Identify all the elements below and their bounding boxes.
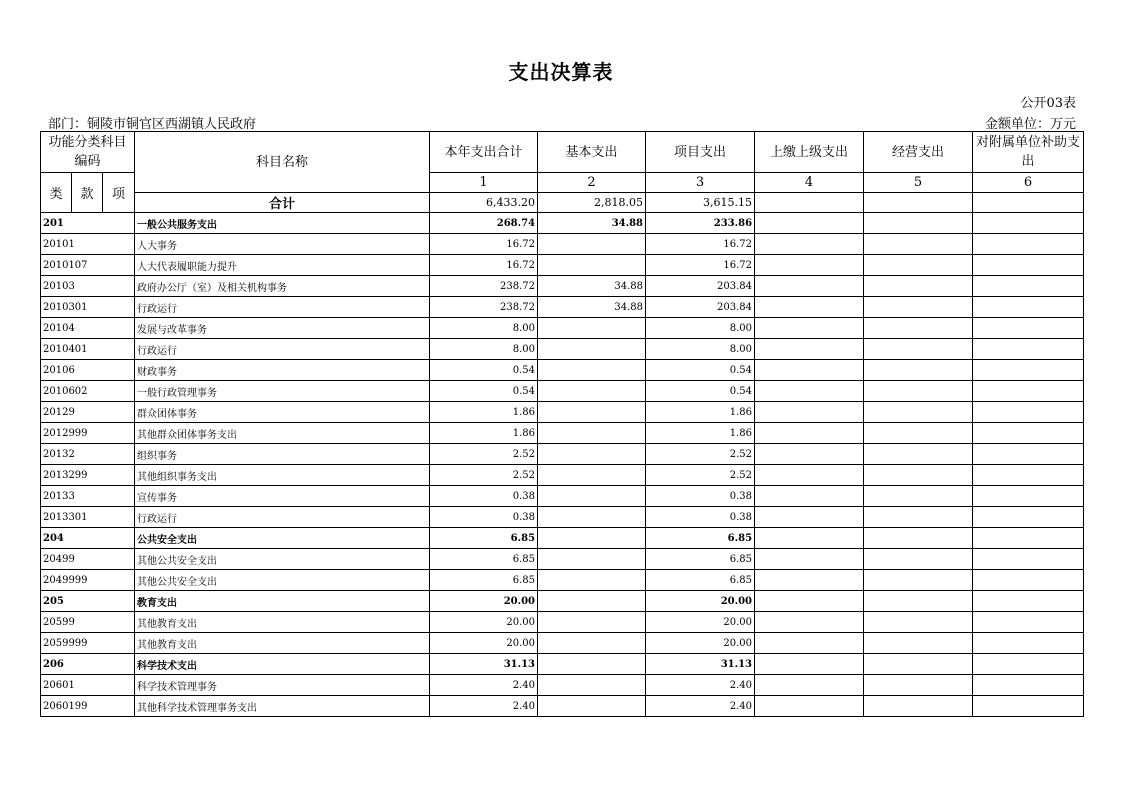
row-item-name: 公共安全支出 — [135, 528, 430, 549]
row-total: 31.13 — [430, 654, 538, 675]
row-business — [864, 255, 973, 276]
header-kuan: 款 — [72, 173, 103, 213]
row-total: 0.54 — [430, 381, 538, 402]
row-item-name: 政府办公厅（室）及相关机构事务 — [135, 276, 430, 297]
row-basic — [538, 381, 646, 402]
row-code: 20129 — [41, 402, 135, 423]
row-basic — [538, 255, 646, 276]
total-amount: 6,433.20 — [430, 193, 538, 213]
row-subsidy — [973, 255, 1084, 276]
row-business — [864, 276, 973, 297]
row-item-name: 行政运行 — [135, 507, 430, 528]
row-total: 6.85 — [430, 528, 538, 549]
row-subsidy — [973, 612, 1084, 633]
row-item-name: 发展与改革事务 — [135, 318, 430, 339]
row-total: 2.52 — [430, 444, 538, 465]
row-total: 2.40 — [430, 696, 538, 717]
row-business — [864, 213, 973, 234]
row-total: 6.85 — [430, 570, 538, 591]
row-project: 16.72 — [646, 234, 755, 255]
row-upper — [755, 549, 864, 570]
table-row — [41, 234, 1084, 255]
row-business — [864, 591, 973, 612]
row-item-name: 人大代表履职能力提升 — [135, 255, 430, 276]
row-subsidy — [973, 381, 1084, 402]
table-row — [41, 465, 1084, 486]
table-row — [41, 612, 1084, 633]
row-code: 20104 — [41, 318, 135, 339]
row-total: 2.52 — [430, 465, 538, 486]
header-subsidy: 对附属单位补助支出 — [973, 132, 1084, 173]
table-row — [41, 423, 1084, 444]
row-upper — [755, 528, 864, 549]
row-business — [864, 318, 973, 339]
row-business — [864, 381, 973, 402]
page-title: 支出决算表 — [508, 60, 614, 84]
row-total: 6.85 — [430, 549, 538, 570]
row-project: 1.86 — [646, 423, 755, 444]
total-business — [864, 193, 973, 213]
row-business — [864, 339, 973, 360]
row-total: 0.38 — [430, 507, 538, 528]
row-item-name: 组织事务 — [135, 444, 430, 465]
row-code: 20599 — [41, 612, 135, 633]
row-total: 16.72 — [430, 234, 538, 255]
table-row — [41, 381, 1084, 402]
row-basic — [538, 591, 646, 612]
header-total: 本年支出合计 — [430, 132, 538, 173]
row-basic — [538, 423, 646, 444]
row-upper — [755, 570, 864, 591]
row-business — [864, 570, 973, 591]
row-code: 20106 — [41, 360, 135, 381]
row-upper — [755, 360, 864, 381]
row-upper — [755, 675, 864, 696]
table-row — [41, 696, 1084, 717]
row-upper — [755, 444, 864, 465]
header-basic: 基本支出 — [538, 132, 646, 173]
total-project: 3,615.15 — [646, 193, 755, 213]
row-upper — [755, 276, 864, 297]
table-row — [41, 507, 1084, 528]
row-business — [864, 507, 973, 528]
row-project: 203.84 — [646, 276, 755, 297]
amount-unit-label: 金额单位：万元 — [984, 117, 1076, 132]
row-subsidy — [973, 549, 1084, 570]
row-project: 1.86 — [646, 402, 755, 423]
row-project: 0.54 — [646, 360, 755, 381]
row-basic — [538, 507, 646, 528]
row-subsidy — [973, 591, 1084, 612]
row-project: 2.52 — [646, 465, 755, 486]
row-total: 238.72 — [430, 297, 538, 318]
row-upper — [755, 654, 864, 675]
row-subsidy — [973, 318, 1084, 339]
header-row — [41, 132, 1084, 173]
row-basic — [538, 318, 646, 339]
row-item-name: 其他群众团体事务支出 — [135, 423, 430, 444]
row-code: 2010401 — [41, 339, 135, 360]
row-code: 20103 — [41, 276, 135, 297]
row-upper — [755, 255, 864, 276]
expenditure-table — [40, 131, 1084, 717]
table-row — [41, 633, 1084, 654]
row-upper — [755, 318, 864, 339]
row-business — [864, 360, 973, 381]
row-basic — [538, 612, 646, 633]
row-project: 16.72 — [646, 255, 755, 276]
header-business: 经营支出 — [864, 132, 973, 173]
col-index-6: 6 — [973, 173, 1084, 193]
row-total: 1.86 — [430, 402, 538, 423]
row-basic — [538, 696, 646, 717]
row-item-name: 行政运行 — [135, 297, 430, 318]
table-row — [41, 570, 1084, 591]
row-basic: 34.88 — [538, 213, 646, 234]
row-subsidy — [973, 675, 1084, 696]
row-code: 20499 — [41, 549, 135, 570]
row-item-name: 人大事务 — [135, 234, 430, 255]
row-business — [864, 654, 973, 675]
row-business — [864, 297, 973, 318]
row-upper — [755, 213, 864, 234]
row-upper — [755, 612, 864, 633]
row-code: 20101 — [41, 234, 135, 255]
row-total: 2.40 — [430, 675, 538, 696]
row-project: 6.85 — [646, 528, 755, 549]
row-basic — [538, 549, 646, 570]
row-basic — [538, 654, 646, 675]
total-label: 合计 — [135, 193, 430, 213]
table-row — [41, 549, 1084, 570]
row-basic — [538, 675, 646, 696]
row-basic — [538, 528, 646, 549]
row-upper — [755, 633, 864, 654]
row-project: 8.00 — [646, 318, 755, 339]
row-business — [864, 633, 973, 654]
row-project: 203.84 — [646, 297, 755, 318]
table-row — [41, 318, 1084, 339]
row-total: 0.54 — [430, 360, 538, 381]
row-total: 238.72 — [430, 276, 538, 297]
row-upper — [755, 234, 864, 255]
row-business — [864, 234, 973, 255]
row-subsidy — [973, 339, 1084, 360]
header-project: 项目支出 — [646, 132, 755, 173]
row-code: 2012999 — [41, 423, 135, 444]
table-row — [41, 486, 1084, 507]
row-upper — [755, 423, 864, 444]
row-code: 2060199 — [41, 696, 135, 717]
row-upper — [755, 339, 864, 360]
row-item-name: 一般行政管理事务 — [135, 381, 430, 402]
row-upper — [755, 297, 864, 318]
row-business — [864, 465, 973, 486]
row-project: 2.52 — [646, 444, 755, 465]
row-code: 20132 — [41, 444, 135, 465]
table-row — [41, 213, 1084, 234]
row-basic — [538, 444, 646, 465]
row-project: 6.85 — [646, 570, 755, 591]
row-project: 0.54 — [646, 381, 755, 402]
row-project: 2.40 — [646, 675, 755, 696]
row-total: 0.38 — [430, 486, 538, 507]
row-subsidy — [973, 402, 1084, 423]
row-subsidy — [973, 444, 1084, 465]
table-row — [41, 402, 1084, 423]
row-item-name: 其他公共安全支出 — [135, 549, 430, 570]
row-project: 31.13 — [646, 654, 755, 675]
row-item-name: 财政事务 — [135, 360, 430, 381]
row-upper — [755, 507, 864, 528]
row-item-name: 科学技术支出 — [135, 654, 430, 675]
row-total: 8.00 — [430, 318, 538, 339]
row-basic — [538, 465, 646, 486]
row-subsidy — [973, 507, 1084, 528]
total-row — [41, 193, 1084, 213]
row-basic — [538, 402, 646, 423]
row-code: 2010301 — [41, 297, 135, 318]
table-row — [41, 297, 1084, 318]
row-subsidy — [973, 423, 1084, 444]
row-code: 20601 — [41, 675, 135, 696]
row-project: 8.00 — [646, 339, 755, 360]
row-total: 20.00 — [430, 591, 538, 612]
row-business — [864, 444, 973, 465]
table-row — [41, 591, 1084, 612]
header-item-name: 科目名称 — [135, 132, 430, 193]
row-business — [864, 486, 973, 507]
row-upper — [755, 402, 864, 423]
row-basic — [538, 570, 646, 591]
row-project: 20.00 — [646, 633, 755, 654]
col-index-3: 3 — [646, 173, 755, 193]
row-total: 20.00 — [430, 633, 538, 654]
row-total: 20.00 — [430, 612, 538, 633]
table-row — [41, 444, 1084, 465]
col-index-5: 5 — [864, 173, 973, 193]
row-code: 204 — [41, 528, 135, 549]
department-label: 部门：铜陵市铜官区西湖镇人民政府 — [48, 117, 257, 132]
row-code: 2049999 — [41, 570, 135, 591]
row-item-name: 其他教育支出 — [135, 612, 430, 633]
total-basic: 2,818.05 — [538, 193, 646, 213]
row-basic — [538, 486, 646, 507]
row-item-name: 群众团体事务 — [135, 402, 430, 423]
col-index-1: 1 — [430, 173, 538, 193]
header-func-code: 功能分类科目编码 — [41, 132, 135, 173]
row-basic — [538, 339, 646, 360]
row-basic — [538, 360, 646, 381]
table-row — [41, 528, 1084, 549]
table-row — [41, 339, 1084, 360]
row-subsidy — [973, 486, 1084, 507]
table-row — [41, 675, 1084, 696]
row-project: 2.40 — [646, 696, 755, 717]
row-total: 8.00 — [430, 339, 538, 360]
row-item-name: 其他公共安全支出 — [135, 570, 430, 591]
row-code: 2059999 — [41, 633, 135, 654]
row-project: 20.00 — [646, 591, 755, 612]
row-code: 20133 — [41, 486, 135, 507]
row-business — [864, 402, 973, 423]
row-basic: 34.88 — [538, 276, 646, 297]
row-subsidy — [973, 528, 1084, 549]
table-row — [41, 255, 1084, 276]
row-business — [864, 675, 973, 696]
row-subsidy — [973, 654, 1084, 675]
row-item-name: 其他教育支出 — [135, 633, 430, 654]
row-subsidy — [973, 213, 1084, 234]
row-item-name: 其他科学技术管理事务支出 — [135, 696, 430, 717]
row-subsidy — [973, 276, 1084, 297]
total-upper — [755, 193, 864, 213]
row-basic — [538, 633, 646, 654]
row-code: 2010107 — [41, 255, 135, 276]
row-subsidy — [973, 465, 1084, 486]
row-code: 2013301 — [41, 507, 135, 528]
row-business — [864, 612, 973, 633]
header-upper: 上缴上级支出 — [755, 132, 864, 173]
col-index-2: 2 — [538, 173, 646, 193]
row-subsidy — [973, 696, 1084, 717]
row-subsidy — [973, 633, 1084, 654]
table-row — [41, 276, 1084, 297]
table-row — [41, 360, 1084, 381]
row-item-name: 行政运行 — [135, 339, 430, 360]
row-subsidy — [973, 234, 1084, 255]
col-index-4: 4 — [755, 173, 864, 193]
row-basic: 34.88 — [538, 297, 646, 318]
row-code: 205 — [41, 591, 135, 612]
row-subsidy — [973, 297, 1084, 318]
row-business — [864, 528, 973, 549]
row-item-name: 宣传事务 — [135, 486, 430, 507]
row-code: 201 — [41, 213, 135, 234]
row-project: 233.86 — [646, 213, 755, 234]
row-project: 0.38 — [646, 507, 755, 528]
row-code: 2013299 — [41, 465, 135, 486]
row-code: 206 — [41, 654, 135, 675]
row-item-name: 一般公共服务支出 — [135, 213, 430, 234]
row-item-name: 科学技术管理事务 — [135, 675, 430, 696]
form-number: 公开03表 — [1020, 96, 1076, 111]
row-upper — [755, 486, 864, 507]
row-total: 1.86 — [430, 423, 538, 444]
row-upper — [755, 591, 864, 612]
header-lei: 类 — [41, 173, 72, 213]
row-item-name: 教育支出 — [135, 591, 430, 612]
row-basic — [538, 234, 646, 255]
total-subsidy — [973, 193, 1084, 213]
row-upper — [755, 696, 864, 717]
table-row — [41, 654, 1084, 675]
row-code: 2010602 — [41, 381, 135, 402]
row-business — [864, 696, 973, 717]
row-project: 6.85 — [646, 549, 755, 570]
row-subsidy — [973, 570, 1084, 591]
row-total: 268.74 — [430, 213, 538, 234]
row-project: 0.38 — [646, 486, 755, 507]
header-xiang: 项 — [103, 173, 135, 213]
row-upper — [755, 381, 864, 402]
row-upper — [755, 465, 864, 486]
row-business — [864, 423, 973, 444]
row-subsidy — [973, 360, 1084, 381]
row-item-name: 其他组织事务支出 — [135, 465, 430, 486]
row-business — [864, 549, 973, 570]
row-total: 16.72 — [430, 255, 538, 276]
row-project: 20.00 — [646, 612, 755, 633]
